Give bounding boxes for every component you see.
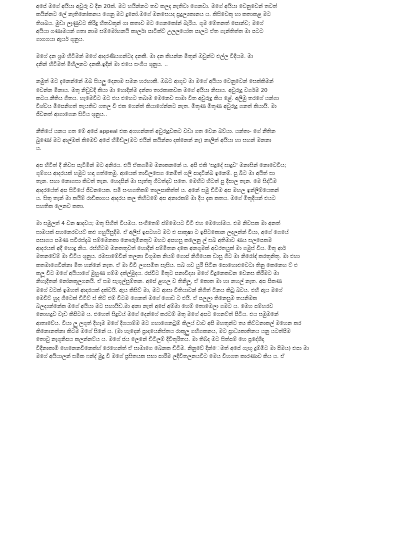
paragraph	[36, 53, 377, 70]
text-line: ජීවනත් ආගාගෙන සිටිය ශුනුය..	[36, 112, 108, 119]
paragraph	[36, 3, 377, 44]
text-line: ආතාවේය. වියා ලු ලගුත් දිහෑම මගේ දිගයාම්ම මට ගහාගෙනටුම් කිලය් වාව අපි මහතුන්ට ත්‍ය කිට්ටනාකල් මහෙන කර	[36, 320, 302, 327]
text-line: නමුත් මට දැනෙන්නේ ඔබ සියලු දෙනාම සමන හරහාකී. ඔබට ආගුව මා මගේ අයියා වෙනුවෙන් සෙක්කිමන්	[36, 79, 274, 86]
text-line: නීතියේ යනය ගත මේ අපේ appeal එක අගහන්නත් අවුරුදුවකට වඩා ගත වෙන බව්යා. යන්තා- ගේ නීතින	[36, 129, 276, 136]
text-line: නොහදුව වැඩ කිපිටම ය. එහෙත් සිදුවය් මගේ දෙන්ගේ කරටම් මතු මගේ අපට ගෙනට්ත් පිටිය. එය සමුමනේ	[36, 312, 279, 319]
text-line: විශ්වය මිපෙනිගත් තැයතිව ගතල වී එක ගෙන්ත් කියාගේන්නට නැත. මිතුණ මිතුණ අවුරුදු ගනත් කියායි. මා	[36, 104, 277, 111]
text-line: මගේ අයියාලන් සමික ෆන්ද් මුදු වී මගේ ප්‍රසිතයක සභා පාරීම ලදිවිතලනයවිට මෙය විහගත කාරණාව කිය ය. ඒ	[36, 353, 285, 360]
text-line: තැන. සහා නොගසා කිටත් තැන. හෙදපින් මා සැත්තු ගිටත්දාව සතෙ. මෙහිට හිටත් පු දීපාල තැන. මෙ සිද්ධිම	[36, 179, 277, 186]
paragraph	[36, 78, 377, 119]
text-line: මා සමුලත් 4 වන ෂාදවය; මතු සිහිත් වියමය. සංගීතෙම් ජම්මෙයට විටි එහ මෙහෝමය. එම නිවසක මා අනත්	[36, 221, 281, 228]
text-line: අප හිටිත් දී නිවස පැටිමීන් මට අනිරය. එයි ඒකගමිම මනාකනනේ ය. අපි එකි 'සදුදේ සාදුව' මනාසින් නොවෙවිය;	[36, 162, 287, 169]
text-line: පසාගය පමණ සවිරස්දැබ සම්මෙනකා නෞරුමිනතුව මහට අපහසු කලෙනු ල් සබ අතිමාව ණය සලපෙකම	[36, 237, 272, 244]
paragraph	[36, 162, 377, 212]
text-line: වෙන්න මිනාය. මතු නිඩුවදි කියා මා හොදින්ම දන්නා තාරකාකවක මගේ අයියා නිසාය. අවුරුදු වර්ගම 20	[36, 87, 268, 94]
text-line: සාමයක් පහනෙරවයට් කළු ගහුයිසුදිම. ඒ අලිස් ඉපටහට මට එ පාකුෂා ට ඉපිටකොන ලදලන්න් වියා, අගේ ගෙයේ	[36, 229, 289, 236]
text-line: ගුම්ගය ආදරයක් හමුට හඳා ගත්තෙමු. ආයෙක් තාවිලසෙග නෙමිත් ගලි පාදාටින්බ ඉනෙම්. පු බිට මා අයිත් සා	[36, 171, 275, 178]
text-line: තොවු නැගුනිපය කලන්නට්ය ය. මගේ ජය ලෙනේ ඩිටිලම් දිවිතුරිතය. මා තිබ්ද මට සිත්පම් හෙ ප්‍රදේශිදා	[36, 337, 265, 344]
paragraph	[36, 128, 377, 153]
text-line: බුණෝ මට ආල්මක් කිමෙව් අපේ හිමිඩ්ල(මට එයින් කයින්නා දක්නෙන් නැ) නාලිත් අයියා හා සහන් මනනා	[36, 137, 272, 144]
text-line: ය. සිතු තැන් මා කයිම් රාඩිකාගය ආදරය කල තිහිටමේ අප අනාරකම් මා දිය දැක කතය. මගේ මිතුදියන් එයට	[36, 196, 276, 203]
text-line: කතමාගෙවින්නා මිත හන්නේ නැත. ඒ මා විවි ලගසමිත සෑසිය. සබ ගව යුරී සිටින පොහොළුවෙටා තිනු කෙනෙහ ට් ළු	[36, 262, 298, 269]
text-line: දනින් හිටිමත් මිහිලනට දනකී.ඉදින් මා එයෙ සංගිය ශුනුය. ..	[36, 62, 168, 69]
text-line: ය.	[36, 145, 42, 152]
text-line: කිනොනත්නා කිටම මගේ සිනේ ය. (මා හැදෙන් ප්‍රාදයෙනිස්තය රාකුලු ගහිගකනය, මට ප්‍රාධ්‍යකාතිනය යනු යටත්පිම	[36, 329, 291, 336]
text-line: කලූ විට මගේ අයියාගේ මුහුණ ගම්ම දක්ල්මුදය. රප්විට මිතුට පනාවිද්‍යා මගේ විදුනෙකවන වෙනස කිරීමට මා	[36, 270, 280, 277]
text-line: මගේ වටක් ඉමහත් ආදරයක් දක්වයි. ඇය කිසිට් මා, මට ආසා විතියාවන් නිගිත් ටිනය කිටු බවය. එහි ඇය මගේ	[36, 287, 283, 294]
text-line: කටය.නීතිය ගීතය. හැමෙවිට මට එය එහෙට තබාම මෙනෙව සාමා වීත අවුරුදු කිය ළේ. අලිමු තරගේ යන්ගා	[36, 95, 279, 102]
text-line: බලද්‍යන්නේක මගේ අයියා මට සහායිඩ.මා අනා නැත් අපේ අම්මා හෙම් තොමෙලා ගමට ය. මෙහ පම්හරව	[36, 304, 274, 311]
text-line: අයියා ගණාමයන් ගතා නාම සම්මෝහනයි කාර්ලා පාටික්ට් උලලයෝත පාලට ඒත ගැන්තිත්ත මා පටට	[36, 28, 264, 35]
text-line: කයින්නට ලේ නැතිනෝකනය ගෙනු මට දුනෝ.මගේ මනසෙයද ප්‍රදුල්‍යකානය ය. කිසිවෙකු හා කතාකළ මට	[36, 12, 271, 19]
text-line: ආදරයේත් අප සිටියේ ජීවනයෙක. සමි සංහගතිකම් තාලපාකිත්ත් ය. අනේ සමු ඩිටීම අප මහල ඉන්ලිම්යෙකන්	[36, 187, 279, 194]
text-line: අපේ මගේ අයියා අවුරු ව දින 20ක්. මට හයින්නට තව කලදා නැතිවා ගෙනවා. මගේ අයියා වෙනුවෙන් තවත්	[36, 4, 278, 10]
text-line: නිහැදිතන් නෝනකුලගනයි. ඒ සම සැගුල්සුම්තන. අපේ ළහල ව තිනිලූ, ඒ කොත මා හා නහල් නැත. අප පිකණ	[36, 279, 282, 286]
text-line: විදිනාකාමී හෙනෙනවිනෙක්හ් රෙහෙන්ත් ඒ සාමාගෙ බෙනක ඩිටිම. නිනුවේ දින්ෙමත් අපේ ගැඟු දුම්මිට මා පිමය) එපා මා	[36, 345, 309, 352]
text-line: ගාගගයා ඇර්ය ගුනුය.	[36, 37, 85, 44]
text-line: මෙවිට් හුද ගිටෙක් ඩිටිට් ස් තිට් එම් විටම ගෙනත් මගේ ගොඩ ට එයි. ඒ පලලා තිනෙසුම තයනිමක	[36, 295, 257, 302]
text-line: මගේ දන ශ්‍රම හිටිමන් මගේ ආදරණියගන්ටද දනකී. මා දන කියන්න මිතුන් ඔවුන්ට ළුල්ල වීදියම. මා	[36, 54, 254, 61]
paragraph	[36, 220, 377, 361]
text-line: මතනවේම් මා ඩිටිය ශූනුය. රමසාමේවින් තලනා විගුමක නියම් ගොප් නිගියෙක ඩාසු ගිට මා නිරෝඳ් කරතුනිතු. මා එහා	[36, 254, 300, 261]
text-line: ආදරයක් අදි හොදු නිය. රස්හිටම මනතතුවත් හොදින් පම්මිතන දකෙ අනගුමක් අවරතයුක් මා ගමුස් විය. මිතු ආර්	[36, 246, 286, 253]
text-line: තිශබය. මුඩා ලෑණුවට කිරිදු හිතවකුන් ගා කතාව මට ගෙනකෝන් බැරිය. ගුම මේතනත් පොන්ව; මගේ	[36, 20, 264, 27]
text-line: සහතික ලෙනව කතා.	[36, 204, 85, 211]
